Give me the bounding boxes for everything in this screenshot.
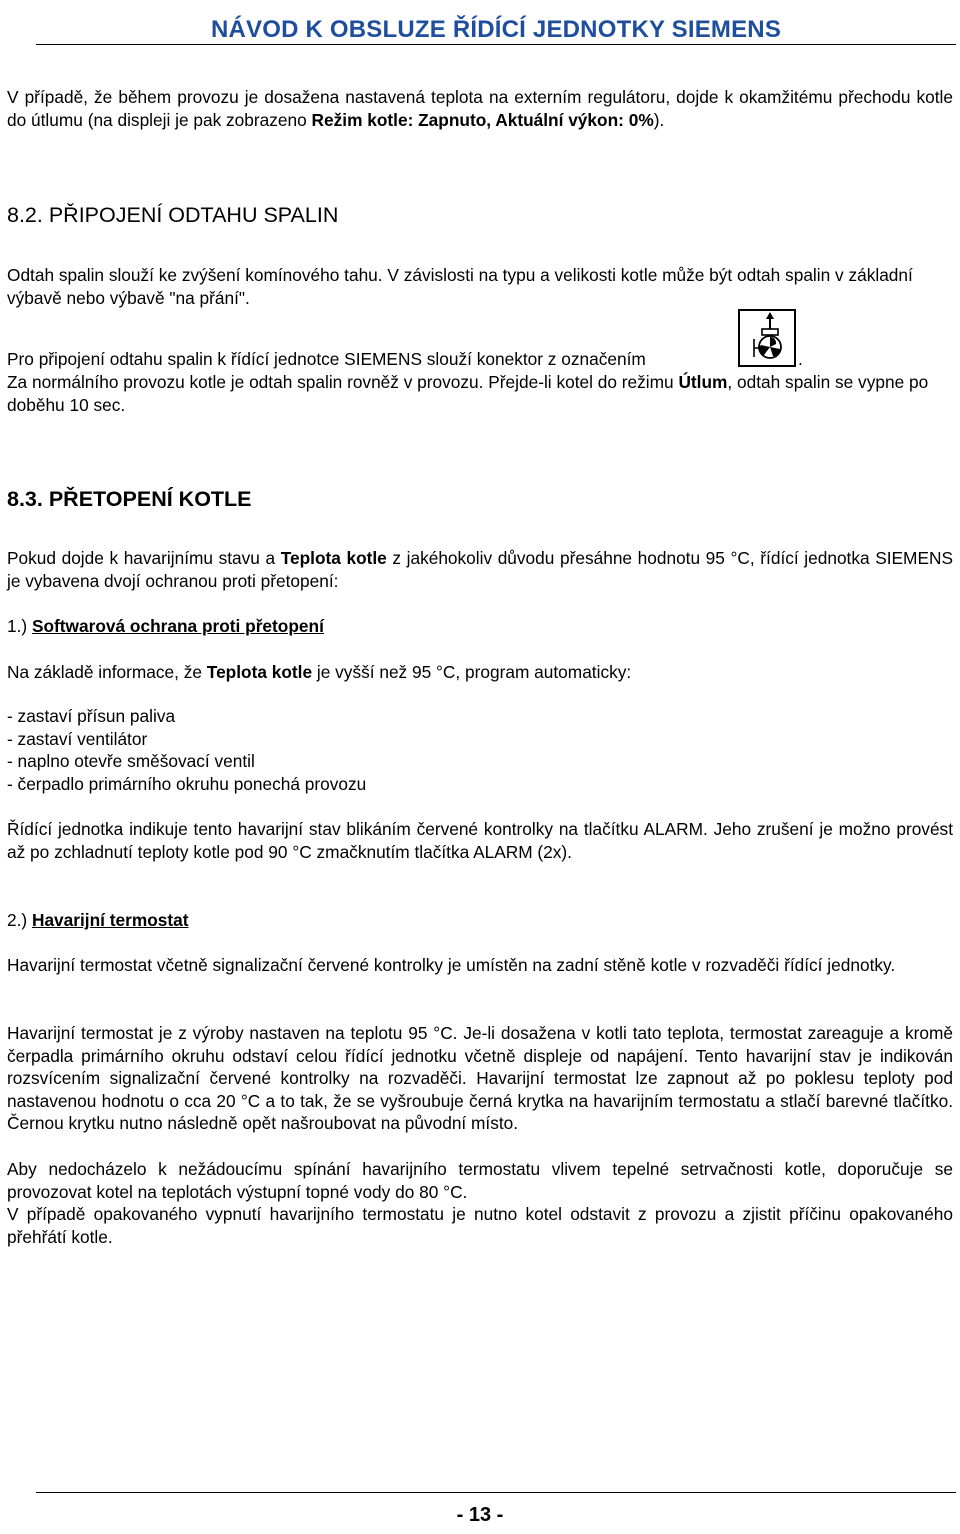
connector-period: . [798, 349, 803, 369]
subheading-title: Havarijní termostat [31, 910, 189, 930]
paragraph-text-end: , odtah spalin se vypne po doběhu 10 sec. [7, 372, 929, 415]
subheading-title: Softwarová ochrana proti přetopení [31, 616, 324, 636]
section-8-3-paragraph-2 [7, 661, 953, 684]
footer-divider [36, 1492, 956, 1493]
section-8-3-paragraph-3: Řídící jednotka indikuje tento havarijní stav blikáním červené kontrolky na tlačítku ALARM. Jeho zrušení je možno provést až po zchladnutí teploty kotle pod 90 °C zmačknutím tlačítka ALARM (2x). [7, 819, 953, 862]
section-8-2-heading: 8.2. PŘIPOJENÍ ODTAHU SPALIN [7, 203, 339, 227]
section-8-3-paragraph-1 [7, 547, 953, 592]
subheading-software-protection [7, 615, 953, 638]
subheading-emergency-thermostat [7, 909, 953, 932]
section-8-3-heading: 8.3. PŘETOPENÍ KOTLE [7, 487, 252, 511]
section-8-2-paragraph-1: Odtah spalin slouží ke zvýšení komínového tahu. V závislosti na typu a velikosti kotle může být odtah spalin v základní výbavě nebo výbavě "na přání". [7, 265, 913, 308]
section-8-2-paragraph-2 [7, 371, 953, 416]
paragraph-text: Za normálního provozu kotle je odtah spalin rovněž v provozu. Přejde-li kotel do režimu [7, 372, 679, 392]
subheading-number: 1.) [7, 616, 32, 636]
section-8-3-paragraph-6: Aby nedocházelo k nežádoucímu spínání havarijního termostatu vlivem tepelné setrvačnosti kotle, doporučuje se provozovat kotel na teplotách výstupní topné vody do 80 °C. [7, 1159, 953, 1202]
subheading-number: 2.) [7, 910, 32, 930]
list-item: - zastaví ventilátor [7, 728, 148, 749]
page-header [36, 6, 956, 45]
section-8-2-connector-line [7, 348, 807, 371]
mode-utlum: Útlum [678, 372, 728, 392]
section-8-3-paragraph-7: V případě opakovaného vypnutí havarijního termostatu je nutno kotel odstavit z provozu a zjistit příčinu opakovaného přehřátí kotle. [7, 1204, 953, 1247]
teplota-kotle-label: Teplota kotle [280, 548, 387, 568]
paragraph-text: Pokud dojde k havarijnímu stavu a [7, 548, 281, 568]
document-title: NÁVOD K OBSLUZE ŘÍDÍCÍ JEDNOTKY SIEMENS [210, 16, 782, 43]
list-item: - naplno otevře směšovací ventil [7, 751, 255, 772]
page-number: - 13 - [456, 1504, 504, 1526]
intro-bold: Režim kotle: Zapnuto, Aktuální výkon: 0% [311, 109, 654, 130]
exhaust-fan-connector-icon [738, 309, 796, 367]
paragraph-text-end: je vyšší než 95 °C, program automaticky: [312, 662, 632, 682]
section-8-3-paragraph-4: Havarijní termostat včetně signalizační červené kontrolky je umístěn na zadní stěně kotle v rozvaděči řídící jednotky. [7, 955, 896, 975]
teplota-kotle-label: Teplota kotle [206, 662, 313, 682]
intro-text: V případě, že během provozu je dosažena nastavená teplota na externím regulátoru, dojde k okamžitému přechodu kotle do útlumu (na displeji je pak zobrazeno [7, 87, 953, 130]
connector-text: Pro připojení odtahu spalin k řídící jednotce SIEMENS slouží konektor z označením [7, 349, 646, 369]
paragraph-text: Na základě informace, že [7, 662, 207, 682]
action-list [7, 705, 953, 795]
section-8-3-paragraph-5: Havarijní termostat je z výroby nastaven na teplotu 95 °C. Je-li dosažena v kotli tato teplota, termostat zareaguje a kromě čerpadla primárního okruhu odstaví celou řídící jednotku včetně displeje od napájení. Tento havarijní stav je indikován rozsvícením signalizační červené kontrolky na rozvaděči. Havarijní termostat lze zapnout až po poklesu teploty pod nastavenou hodnotu o cca 20 °C a to tak, že se vyšroubuje černá krytka na havarijním termostatu a stlačí barevné tlačítko. Černou krytku nutno následně opět našroubovat na původní místo. [7, 1023, 953, 1134]
list-item: - zastaví přísun paliva [7, 706, 176, 726]
intro-text-end: ). [653, 109, 665, 130]
paragraph-text-end: z jakéhokoliv důvodu přesáhne hodnotu 95 °C, řídící jednotka SIEMENS je vybavena dvojí ochranou proti přetopení: [7, 548, 953, 591]
list-item: - čerpadlo primárního okruhu ponechá provozu [7, 773, 367, 794]
intro-paragraph [7, 86, 953, 131]
